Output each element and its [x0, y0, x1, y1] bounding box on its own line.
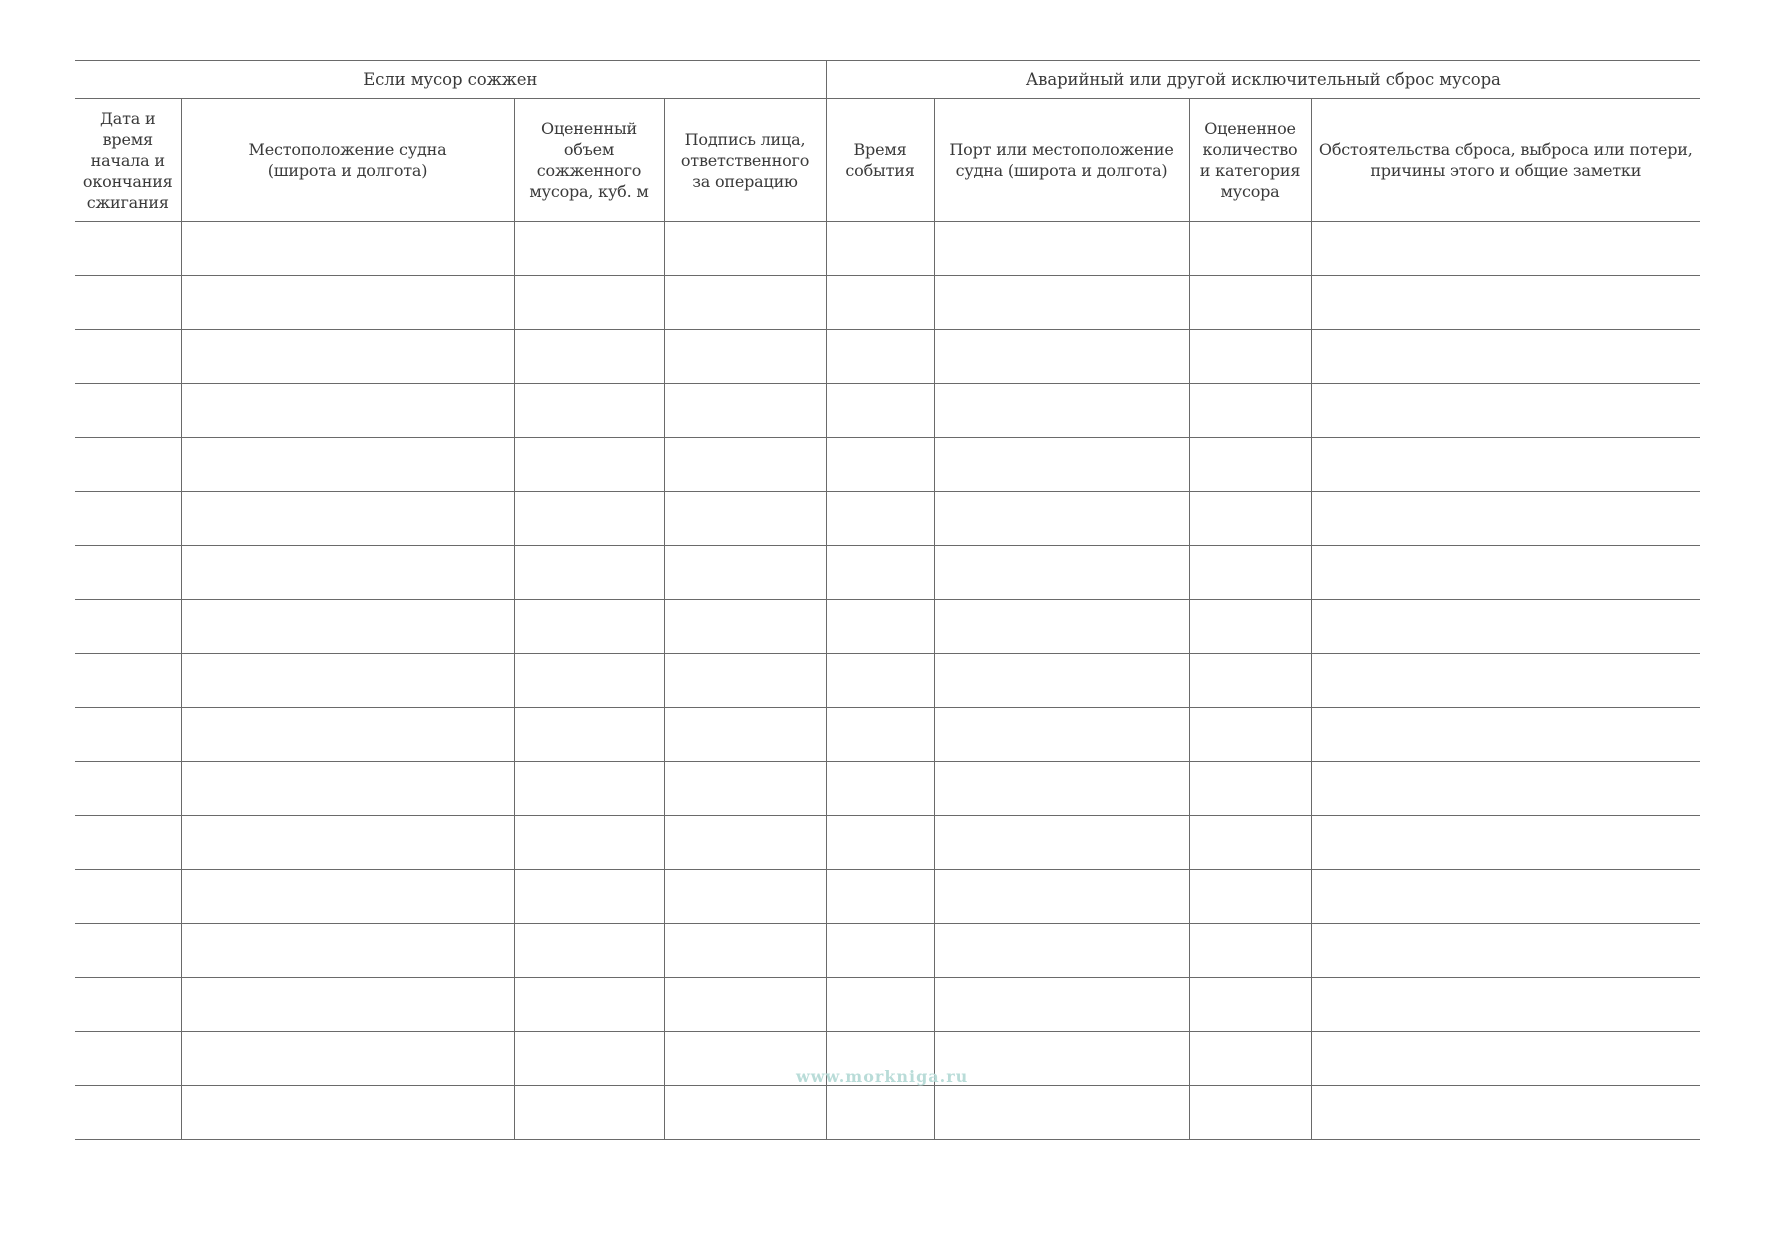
column-header-estimated-volume — [514, 99, 664, 222]
entry-cell-estimated-volume[interactable] — [514, 1086, 664, 1140]
entry-cell-circumstances[interactable] — [1311, 546, 1700, 600]
entry-cell-event-time[interactable] — [826, 546, 934, 600]
entry-cell-incineration-datetime[interactable] — [75, 654, 181, 708]
entry-cell-ship-position[interactable] — [181, 384, 514, 438]
entry-cell-port-or-position[interactable] — [934, 654, 1189, 708]
entry-cell-signature[interactable] — [664, 438, 826, 492]
table-row — [75, 654, 1700, 708]
entry-cell-estimated-amount-category[interactable] — [1189, 1086, 1311, 1140]
entry-cell-circumstances[interactable] — [1311, 654, 1700, 708]
entry-cell-signature[interactable] — [664, 654, 826, 708]
entry-cell-port-or-position[interactable] — [934, 384, 1189, 438]
table-row — [75, 438, 1700, 492]
entry-cell-circumstances[interactable] — [1311, 276, 1700, 330]
column-header-label: Оцененное количество и категория мусора — [1199, 119, 1301, 201]
entry-cell-event-time[interactable] — [826, 276, 934, 330]
table-row — [75, 762, 1700, 816]
entry-cell-signature[interactable] — [664, 816, 826, 870]
entry-cell-ship-position[interactable] — [181, 654, 514, 708]
entry-cell-estimated-amount-category[interactable] — [1189, 222, 1311, 276]
entry-cell-event-time[interactable] — [826, 816, 934, 870]
entry-cell-incineration-datetime[interactable] — [75, 438, 181, 492]
table-row — [75, 276, 1700, 330]
entry-cell-circumstances[interactable] — [1311, 384, 1700, 438]
table-row — [75, 330, 1700, 384]
entry-cell-incineration-datetime[interactable] — [75, 708, 181, 762]
entry-cell-incineration-datetime[interactable] — [75, 330, 181, 384]
entry-cell-estimated-amount-category[interactable] — [1189, 978, 1311, 1032]
entry-cell-estimated-amount-category[interactable] — [1189, 600, 1311, 654]
table-row — [75, 546, 1700, 600]
entry-cell-ship-position[interactable] — [181, 438, 514, 492]
column-header-signature — [664, 99, 826, 222]
table-row — [75, 978, 1700, 1032]
entry-cell-port-or-position[interactable] — [934, 1086, 1189, 1140]
entry-cell-estimated-volume[interactable] — [514, 546, 664, 600]
column-header-estimated-amount-category — [1189, 99, 1311, 222]
entry-cell-estimated-volume[interactable] — [514, 276, 664, 330]
entry-cell-signature[interactable] — [664, 492, 826, 546]
entry-cell-event-time[interactable] — [826, 600, 934, 654]
entry-cell-event-time[interactable] — [826, 384, 934, 438]
entry-cell-estimated-volume[interactable] — [514, 870, 664, 924]
entry-cell-incineration-datetime[interactable] — [75, 870, 181, 924]
entry-cell-ship-position[interactable] — [181, 708, 514, 762]
entry-cell-signature[interactable] — [664, 222, 826, 276]
column-header-ship-position — [181, 99, 514, 222]
entry-cell-port-or-position[interactable] — [934, 816, 1189, 870]
entry-cell-ship-position[interactable] — [181, 1032, 514, 1086]
entry-cell-port-or-position[interactable] — [934, 1032, 1189, 1086]
column-header-incineration-datetime — [75, 99, 181, 222]
entry-cell-ship-position[interactable] — [181, 600, 514, 654]
entry-cell-estimated-volume[interactable] — [514, 600, 664, 654]
entry-cell-event-time[interactable] — [826, 654, 934, 708]
entry-cell-event-time[interactable] — [826, 924, 934, 978]
entry-cell-event-time[interactable] — [826, 438, 934, 492]
entry-cell-ship-position[interactable] — [181, 870, 514, 924]
table-row — [75, 492, 1700, 546]
entry-cell-estimated-volume[interactable] — [514, 1032, 664, 1086]
entry-cell-estimated-amount-category[interactable] — [1189, 330, 1311, 384]
entry-cell-signature[interactable] — [664, 978, 826, 1032]
entry-cell-port-or-position[interactable] — [934, 762, 1189, 816]
column-header-row — [75, 99, 1700, 222]
entry-cell-circumstances[interactable] — [1311, 222, 1700, 276]
entry-cell-signature[interactable] — [664, 762, 826, 816]
entry-cell-incineration-datetime[interactable] — [75, 1032, 181, 1086]
entry-cell-circumstances[interactable] — [1311, 600, 1700, 654]
entry-rows — [75, 222, 1700, 1140]
column-header-label: Подпись лица, ответственного за операцию — [680, 129, 810, 191]
table-row — [75, 222, 1700, 276]
entry-cell-circumstances[interactable] — [1311, 492, 1700, 546]
entry-cell-circumstances[interactable] — [1311, 816, 1700, 870]
column-header-port-or-position — [934, 99, 1189, 222]
entry-cell-port-or-position[interactable] — [934, 546, 1189, 600]
column-header-circumstances — [1311, 99, 1700, 222]
entry-cell-ship-position[interactable] — [181, 1086, 514, 1140]
entry-cell-port-or-position[interactable] — [934, 330, 1189, 384]
column-header-event-time — [826, 99, 934, 222]
entry-cell-port-or-position[interactable] — [934, 438, 1189, 492]
entry-cell-estimated-volume[interactable] — [514, 762, 664, 816]
entry-cell-incineration-datetime[interactable] — [75, 762, 181, 816]
entry-cell-estimated-amount-category[interactable] — [1189, 708, 1311, 762]
entry-cell-port-or-position[interactable] — [934, 276, 1189, 330]
entry-cell-event-time[interactable] — [826, 870, 934, 924]
entry-cell-port-or-position[interactable] — [934, 600, 1189, 654]
table-row — [75, 600, 1700, 654]
entry-cell-signature[interactable] — [664, 1086, 826, 1140]
entry-cell-estimated-volume[interactable] — [514, 816, 664, 870]
column-header-label: Дата и время начала и окончания сжигания — [82, 108, 173, 212]
entry-cell-event-time[interactable] — [826, 708, 934, 762]
entry-cell-incineration-datetime[interactable] — [75, 1086, 181, 1140]
entry-cell-estimated-volume[interactable] — [514, 924, 664, 978]
entry-cell-circumstances[interactable] — [1311, 978, 1700, 1032]
group-header-incineration: Если мусор сожжен — [75, 61, 826, 99]
entry-cell-ship-position[interactable] — [181, 222, 514, 276]
entry-cell-circumstances[interactable] — [1311, 924, 1700, 978]
entry-cell-ship-position[interactable] — [181, 492, 514, 546]
table-row — [75, 924, 1700, 978]
entry-cell-circumstances[interactable] — [1311, 870, 1700, 924]
entry-cell-estimated-volume[interactable] — [514, 330, 664, 384]
entry-cell-estimated-amount-category[interactable] — [1189, 924, 1311, 978]
entry-cell-port-or-position[interactable] — [934, 870, 1189, 924]
entry-cell-incineration-datetime[interactable] — [75, 492, 181, 546]
entry-cell-port-or-position[interactable] — [934, 222, 1189, 276]
entry-cell-incineration-datetime[interactable] — [75, 600, 181, 654]
garbage-record-table — [75, 60, 1700, 1140]
entry-cell-ship-position[interactable] — [181, 978, 514, 1032]
entry-cell-estimated-volume[interactable] — [514, 492, 664, 546]
entry-cell-estimated-amount-category[interactable] — [1189, 654, 1311, 708]
entry-cell-ship-position[interactable] — [181, 924, 514, 978]
column-header-label: Местоположение судна (широта и долгота) — [248, 140, 447, 180]
entry-cell-estimated-amount-category[interactable] — [1189, 276, 1311, 330]
entry-cell-ship-position[interactable] — [181, 330, 514, 384]
entry-cell-signature[interactable] — [664, 708, 826, 762]
entry-cell-circumstances[interactable] — [1311, 438, 1700, 492]
entry-cell-estimated-volume[interactable] — [514, 384, 664, 438]
group-header-row — [75, 61, 1700, 99]
entry-cell-estimated-amount-category[interactable] — [1189, 438, 1311, 492]
entry-cell-signature[interactable] — [664, 384, 826, 438]
entry-cell-event-time[interactable] — [826, 222, 934, 276]
entry-cell-circumstances[interactable] — [1311, 762, 1700, 816]
entry-cell-signature[interactable] — [664, 870, 826, 924]
entry-cell-event-time[interactable] — [826, 762, 934, 816]
entry-cell-estimated-volume[interactable] — [514, 438, 664, 492]
entry-cell-circumstances[interactable] — [1311, 330, 1700, 384]
entry-cell-signature[interactable] — [664, 600, 826, 654]
entry-cell-estimated-amount-category[interactable] — [1189, 762, 1311, 816]
table-row — [75, 816, 1700, 870]
entry-cell-estimated-amount-category[interactable] — [1189, 492, 1311, 546]
watermark: www.morkniga.ru — [796, 1067, 969, 1086]
group-header-exceptional-discharge: Аварийный или другой исключительный сброс мусора — [826, 61, 1700, 99]
entry-cell-signature[interactable] — [664, 330, 826, 384]
entry-cell-event-time[interactable] — [826, 1086, 934, 1140]
entry-cell-signature[interactable] — [664, 924, 826, 978]
entry-cell-estimated-volume[interactable] — [514, 222, 664, 276]
entry-cell-ship-position[interactable] — [181, 276, 514, 330]
entry-cell-estimated-amount-category[interactable] — [1189, 816, 1311, 870]
entry-cell-incineration-datetime[interactable] — [75, 924, 181, 978]
entry-cell-port-or-position[interactable] — [934, 708, 1189, 762]
entry-cell-incineration-datetime[interactable] — [75, 546, 181, 600]
entry-cell-estimated-volume[interactable] — [514, 654, 664, 708]
entry-cell-incineration-datetime[interactable] — [75, 222, 181, 276]
entry-cell-incineration-datetime[interactable] — [75, 816, 181, 870]
entry-cell-signature[interactable] — [664, 546, 826, 600]
entry-cell-circumstances[interactable] — [1311, 708, 1700, 762]
entry-cell-port-or-position[interactable] — [934, 924, 1189, 978]
entry-cell-estimated-amount-category[interactable] — [1189, 1032, 1311, 1086]
entry-cell-estimated-amount-category[interactable] — [1189, 870, 1311, 924]
entry-cell-event-time[interactable] — [826, 330, 934, 384]
column-header-label: Время события — [845, 140, 915, 180]
entry-cell-signature[interactable] — [664, 276, 826, 330]
entry-cell-incineration-datetime[interactable] — [75, 384, 181, 438]
entry-cell-ship-position[interactable] — [181, 762, 514, 816]
column-header-label: Оцененный объем сожженного мусора, куб. м — [529, 119, 649, 201]
column-header-label: Порт или местоположение судна (широта и долгота) — [949, 140, 1174, 180]
entry-cell-event-time[interactable] — [826, 492, 934, 546]
entry-cell-event-time[interactable] — [826, 978, 934, 1032]
entry-cell-incineration-datetime[interactable] — [75, 978, 181, 1032]
entry-cell-estimated-amount-category[interactable] — [1189, 546, 1311, 600]
column-header-label: Обстоятельства сброса, выброса или потери, причины этого и общие заметки — [1318, 140, 1693, 180]
entry-cell-port-or-position[interactable] — [934, 978, 1189, 1032]
entry-cell-estimated-volume[interactable] — [514, 708, 664, 762]
table-row — [75, 708, 1700, 762]
entry-cell-estimated-volume[interactable] — [514, 978, 664, 1032]
entry-cell-circumstances[interactable] — [1311, 1032, 1700, 1086]
table-row — [75, 1086, 1700, 1140]
entry-cell-estimated-amount-category[interactable] — [1189, 384, 1311, 438]
entry-cell-circumstances[interactable] — [1311, 1086, 1700, 1140]
table-row — [75, 384, 1700, 438]
entry-cell-ship-position[interactable] — [181, 546, 514, 600]
entry-cell-port-or-position[interactable] — [934, 492, 1189, 546]
entry-cell-ship-position[interactable] — [181, 816, 514, 870]
entry-cell-incineration-datetime[interactable] — [75, 276, 181, 330]
table-row — [75, 870, 1700, 924]
